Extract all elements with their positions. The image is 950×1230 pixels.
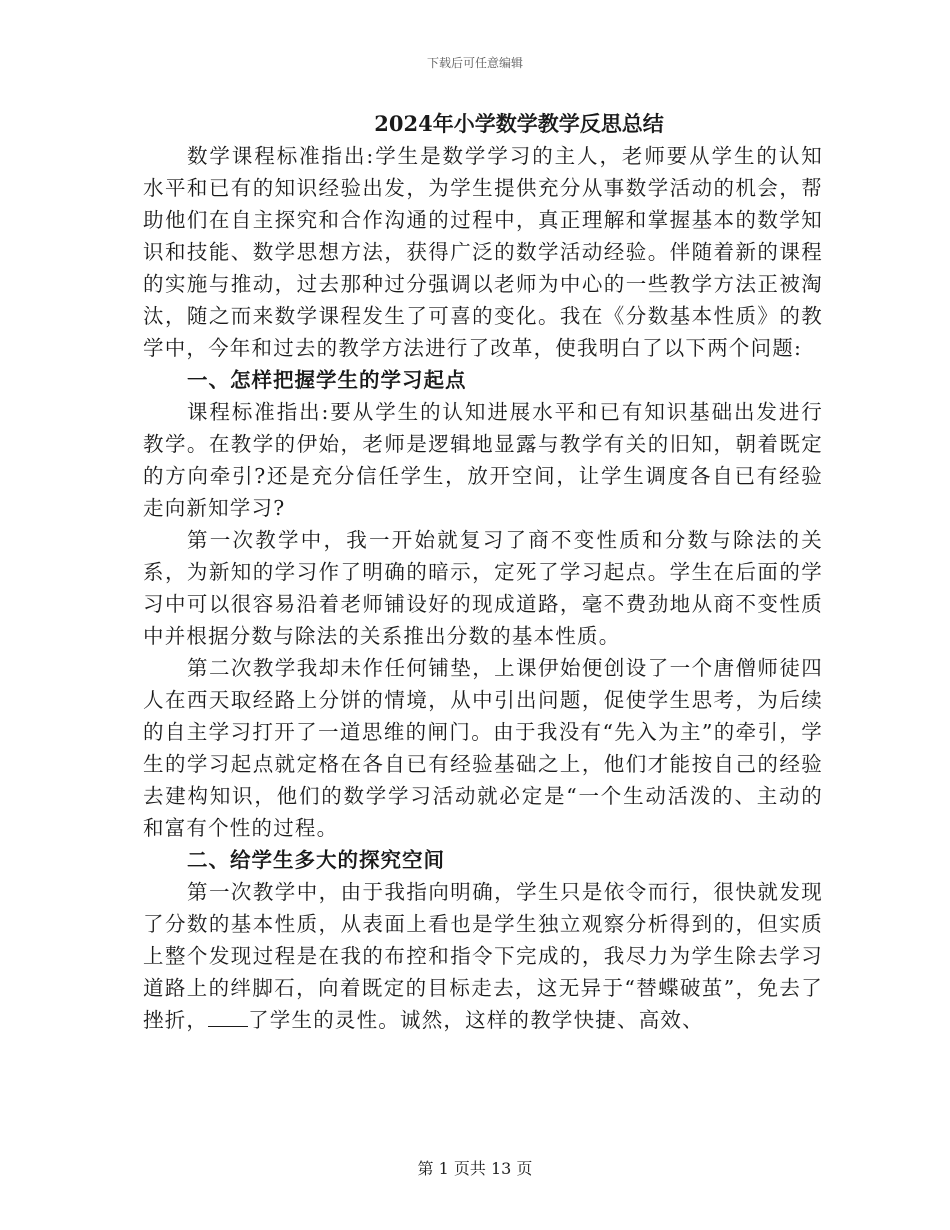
section-1-paragraph-2: 第一次教学中，我一开始就复习了商不变性质和分数与除法的关系，为新知的学习作了明确的暗示，定死了学习起点。学生在后面的学习中可以很容易沿着老师铺设好的现成道路，毫不费劲地从商不变性质中并根据分数与除法的关系推出分数的基本性质。 [143, 528, 823, 648]
section-1-paragraph-3: 第二次教学我却未作任何铺垫，上课伊始便创设了一个唐僧师徒四人在西天取经路上分饼的情境，从中引出问题，促使学生思考，为后续的自主学习打开了一道思维的闸门。由于我没有“先入为主”的牵引，学生的学习起点就定格在各自已有经验基础之上，他们才能按自己的经验去建构知识，他们的数学学习活动就必定是“一个生动活泼的、主动的和富有个性的过程。 [143, 656, 823, 840]
section-heading-2: 二、给学生多大的探究空间 [187, 848, 445, 872]
section-1-paragraph-1: 课程标准指出:要从学生的认知进展水平和已有知识基础出发进行教学。在教学的伊始，老师是逻辑地显露与教学有关的旧知，朝着既定的方向牵引?还是充分信任学生，放开空间，让学生调度各自已有经验走向新知学习? [143, 400, 823, 520]
document-body [143, 108, 823, 1036]
section-2-text-after-blank: 了学生的灵性。诚然，这样的教学快捷、高效、 [248, 1008, 704, 1032]
header-note: 下载后可任意编辑 [426, 56, 523, 70]
section-2-text-before-blank: 第一次教学中，由于我指向明确，学生只是依令而行，很快就发现了分数的基本性质，从表面上看也是学生独立观察分析得到的，但实质上整个发现过程是在我的布控和指令下完成的，我尽力为学生除去学习道路上的绊脚石，向着既定的目标走去，这无异于“替蝶破茧”，免去了挫折， [143, 880, 823, 1032]
page-footer: 第 1 页共 13 页 [417, 1159, 533, 1178]
section-heading-1: 一、怎样把握学生的学习起点 [187, 368, 467, 392]
document-title: 2024年小学数学教学反思总结 [374, 111, 664, 136]
section-2-paragraph-1 [143, 876, 823, 1036]
fill-in-blank [208, 1008, 248, 1027]
intro-paragraph: 数学课程标准指出:学生是数学学习的主人，老师要从学生的认知水平和已有的知识经验出发，为学生提供充分从事数学活动的机会，帮助他们在自主探究和合作沟通的过程中，真正理解和掌握基本的数学知识和技能、数学思想方法，获得广泛的数学活动经验。伴随着新的课程的实施与推动，过去那种过分强调以老师为中心的一些教学方法正被淘汰，随之而来数学课程发生了可喜的变化。我在《分数基本性质》的教学中，今年和过去的教学方法进行了改革，使我明白了以下两个问题: [143, 144, 823, 360]
